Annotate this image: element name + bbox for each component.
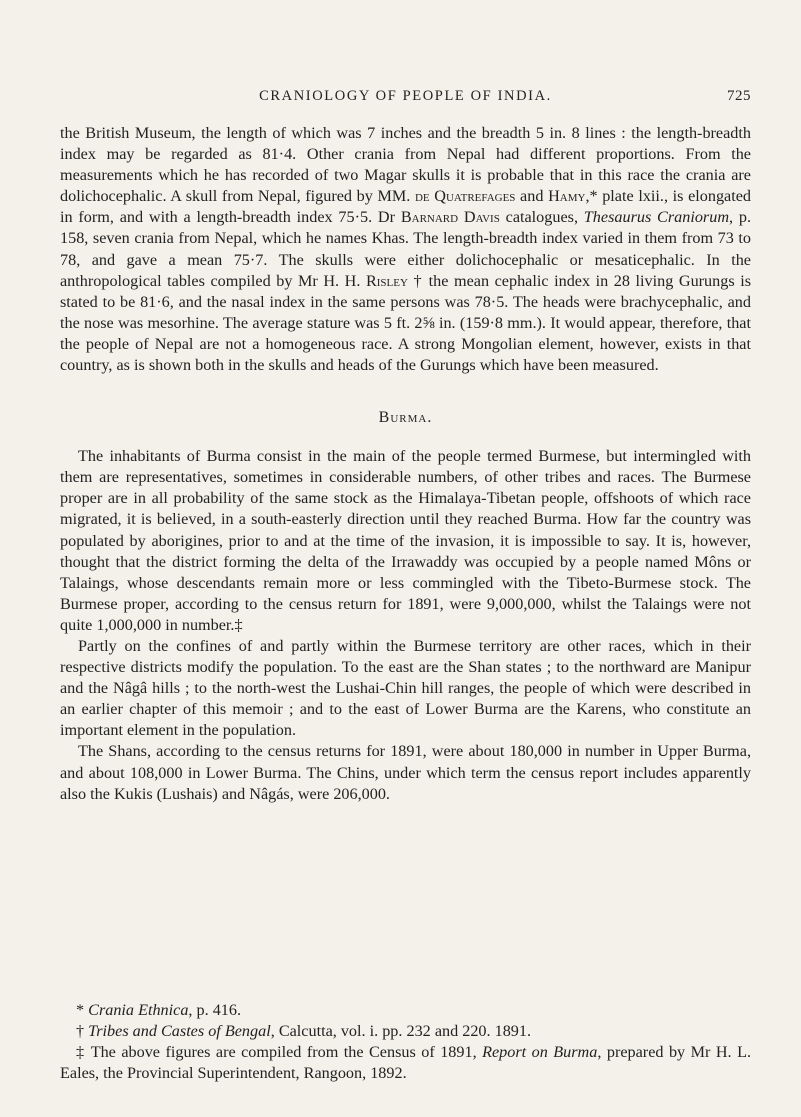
- footnote-marker: ,*: [585, 187, 598, 206]
- footnote-text: , p. 416.: [188, 1001, 242, 1019]
- footnote-text: , prepared by Mr H. L. Eales, the Provincial Superintendent, Rangoon, 1892.: [60, 1043, 751, 1083]
- footnote-1: [60, 1000, 751, 1021]
- footnote-title: Report on Burma: [482, 1043, 598, 1062]
- paragraph-burma-inhabitants: The inhabitants of Burma consist in the main of the people termed Burmese, but intermingled with them are representatives, sometimes in considerable numbers, of other tribes and races. The Burmese proper are in all probability of the same stock as the Himalaya-Tibetan people, offshoots of which race migrated, it is believed, in a south-easterly direction until they reached Burma. How far the country was populated by aborigines, prior to and at the time of the invasion, it is impossible to say. It is, however, thought that the district forming the delta of the Irrawaddy was occupied by a people named Môns or Talaings, whose descendants remain more or less commingled with the Tibeto-Burmese stock. The Burmese proper, according to the census return for 1891, were 9,000,000, whilst the Talaings were not quite 1,000,000 in number.‡: [60, 447, 751, 634]
- running-head: [60, 88, 751, 110]
- paragraph-burma-shans: The Shans, according to the census returns for 1891, were about 180,000 in number in Upper Burma, and about 108,000 in Lower Burma. The Chins, under which term the census report includes apparently also the Kukis (Lushais) and Nâgás, were 206,000.: [60, 742, 751, 803]
- author-name: Hamy: [548, 187, 586, 206]
- author-name: de Quatrefages: [414, 187, 516, 206]
- body-text: [60, 123, 751, 805]
- footnote-mark: *: [76, 1001, 89, 1019]
- paragraph-nepal: [60, 123, 751, 376]
- author-name: Barnard Davis: [400, 208, 500, 227]
- text-run: catalogues,: [499, 208, 584, 227]
- paragraph-burma-races: Partly on the confines of and partly within the Burmese territory are other races, which in their respective districts modify the population. To the east are the Shan states ; to the northward are Manipur and the Nâgâ hills ; to the north-west the Lushai-Chin hill ranges, the people of which were described in an earlier chapter of this memoir ; and to the east of Lower Burma are the Karens, who constitute an important element in the population.: [60, 636, 751, 740]
- footnote-mark: ‡: [76, 1043, 91, 1062]
- text-run: the British Museum, the length of which was 7 inches and the breadth 5 in. 8 lines : the length-breadth index may be regarded as 81·4. Other crania from Nepal had different proportions. From the measurements which he has recorded of two Magar skulls it is probable that in this race the crania are dolichocephalic. A skull from Nepal, figured by MM.: [60, 124, 751, 206]
- footnote-3: [60, 1042, 751, 1084]
- text-run: , p. 158, seven crania from Nepal, which he names Khas. The length-breadth index varied in them from 73 to 78, and gave a mean 75·7. The skulls were either dolichocephalic or mesaticephalic. In the anthropological tables compiled by Mr H. H.: [60, 208, 752, 290]
- footnote-mark: †: [76, 1022, 89, 1041]
- footnote-title: Crania Ethnica: [88, 1001, 189, 1019]
- book-title: Thesaurus Craniorum: [583, 208, 730, 227]
- running-title: CRANIOLOGY OF PEOPLE OF INDIA.: [259, 88, 552, 104]
- footnote-text: , Calcutta, vol. i. pp. 232 and 220. 1891.: [270, 1022, 532, 1041]
- author-name: Risley: [365, 271, 408, 290]
- footnotes: [60, 1000, 751, 1084]
- footnote-title: Tribes and Castes of Bengal: [88, 1022, 271, 1041]
- page-number: 725: [727, 88, 751, 104]
- footnote-text: The above figures are compiled from the Census of 1891,: [90, 1043, 483, 1062]
- footnote-2: [60, 1021, 751, 1042]
- section-heading-burma: Burma.: [378, 409, 433, 427]
- text-run: plate lxii., is elongated in form, and with a length-breadth index 75·5. Dr: [60, 187, 751, 227]
- text-run: the mean cephalic index in 28 living Gurungs is stated to be 81·6, and the nasal index in the same persons was 78·5. The heads were brachycephalic, and the nose was mesorhine. The average stature was 5 ft. 2⅝ in. (159·8 mm.). It would appear, therefore, that the people of Nepal are not a homogeneous race. A strong Mongolian element, however, exists in that country, as is shown both in the skulls and heads of the Gurungs which have been measured.: [60, 271, 751, 375]
- footnote-marker: †: [407, 271, 424, 290]
- text-run: and: [515, 187, 549, 206]
